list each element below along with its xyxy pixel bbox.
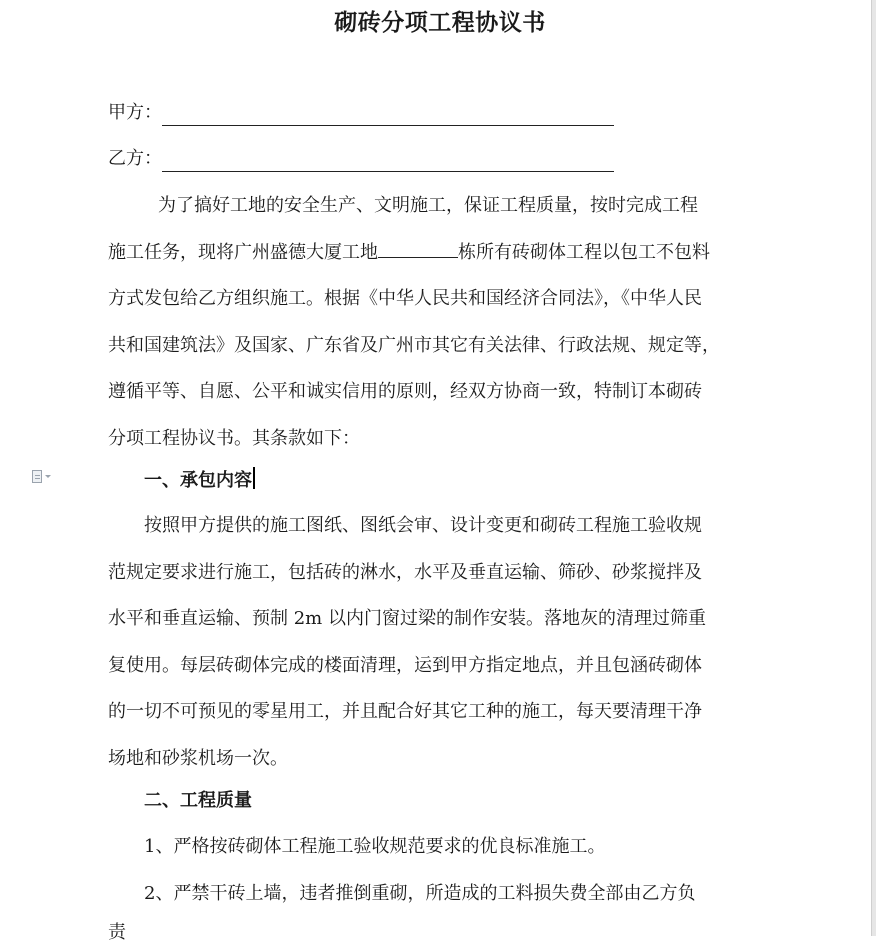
cut-off-text: 责: [108, 922, 126, 943]
paragraph-options-icon[interactable]: [32, 470, 51, 483]
text-cursor: [253, 467, 255, 489]
paragraph-line: 方式发包给乙方组织施工。根据《中华人民共和国经济合同法》，《中华人民: [108, 288, 702, 309]
party-a-label: 甲方：: [108, 102, 162, 123]
paragraph-line: 遵循平等、自愿、公平和诚实信用的原则，经双方协商一致，特制订本砌砖: [108, 381, 702, 402]
paragraph-line: 共和国建筑法》及国家、广东省及广州市其它有关法律、行政法规、规定等，: [108, 334, 720, 356]
paragraph-line: 按照甲方提供的施工图纸、图纸会审、设计变更和砌砖工程施工验收规: [144, 515, 702, 536]
page-edge: [871, 0, 876, 936]
paragraph-text: 栋所有砖砌体工程以包工不包料: [458, 241, 710, 263]
section-2-paragraph: [108, 824, 780, 917]
document-title: 砌砖分项工程协议书: [334, 9, 546, 36]
paragraph-line: 分项工程协议书。其条款如下：: [108, 427, 360, 449]
section-heading: [144, 467, 255, 494]
section-1-paragraph: [108, 503, 780, 782]
paragraph-line: 的一切不可预见的零星用工，并且配合好其它工种的施工，每天要清理干净: [108, 701, 702, 722]
list-item: 2、严禁干砖上墙，违者推倒重砌，所造成的工料损失费全部由乙方负: [144, 882, 696, 904]
party-b-line: [108, 146, 614, 172]
paragraph-line: 为了搞好工地的安全生产、文明施工，保证工程质量，按时完成工程: [158, 195, 698, 216]
paragraph-text: 施工任务，现将广州盛德大厦工地: [108, 241, 378, 263]
building-number-blank[interactable]: [378, 237, 458, 258]
section-2-heading: 二、工程质量: [144, 790, 252, 811]
paragraph-line: 水平和垂直运输、预制 2m 以内门窗过梁的制作安装。落地灰的清理过筛重: [108, 608, 706, 629]
party-a-blank[interactable]: [162, 103, 614, 126]
paragraph-line: 场地和砂浆机场一次。: [108, 747, 288, 769]
section-1-heading: 一、承包内容: [144, 470, 252, 491]
document-icon: [32, 470, 42, 483]
intro-paragraph: [108, 183, 780, 462]
list-item: 1、严格按砖砌体工程施工验收规范要求的优良标准施工。: [144, 836, 606, 857]
chevron-down-icon: [45, 475, 51, 478]
paragraph-line: 范规定要求进行施工，包括砖的淋水，水平及垂直运输、筛砂、砂浆搅拌及: [108, 561, 702, 583]
party-b-blank[interactable]: [162, 149, 614, 172]
paragraph-line: 复使用。每层砖砌体完成的楼面清理，运到甲方指定地点，并且包涵砖砌体: [108, 654, 702, 676]
party-a-line: [108, 100, 614, 126]
party-b-label: 乙方：: [108, 148, 162, 169]
paragraph-line: [108, 230, 780, 277]
